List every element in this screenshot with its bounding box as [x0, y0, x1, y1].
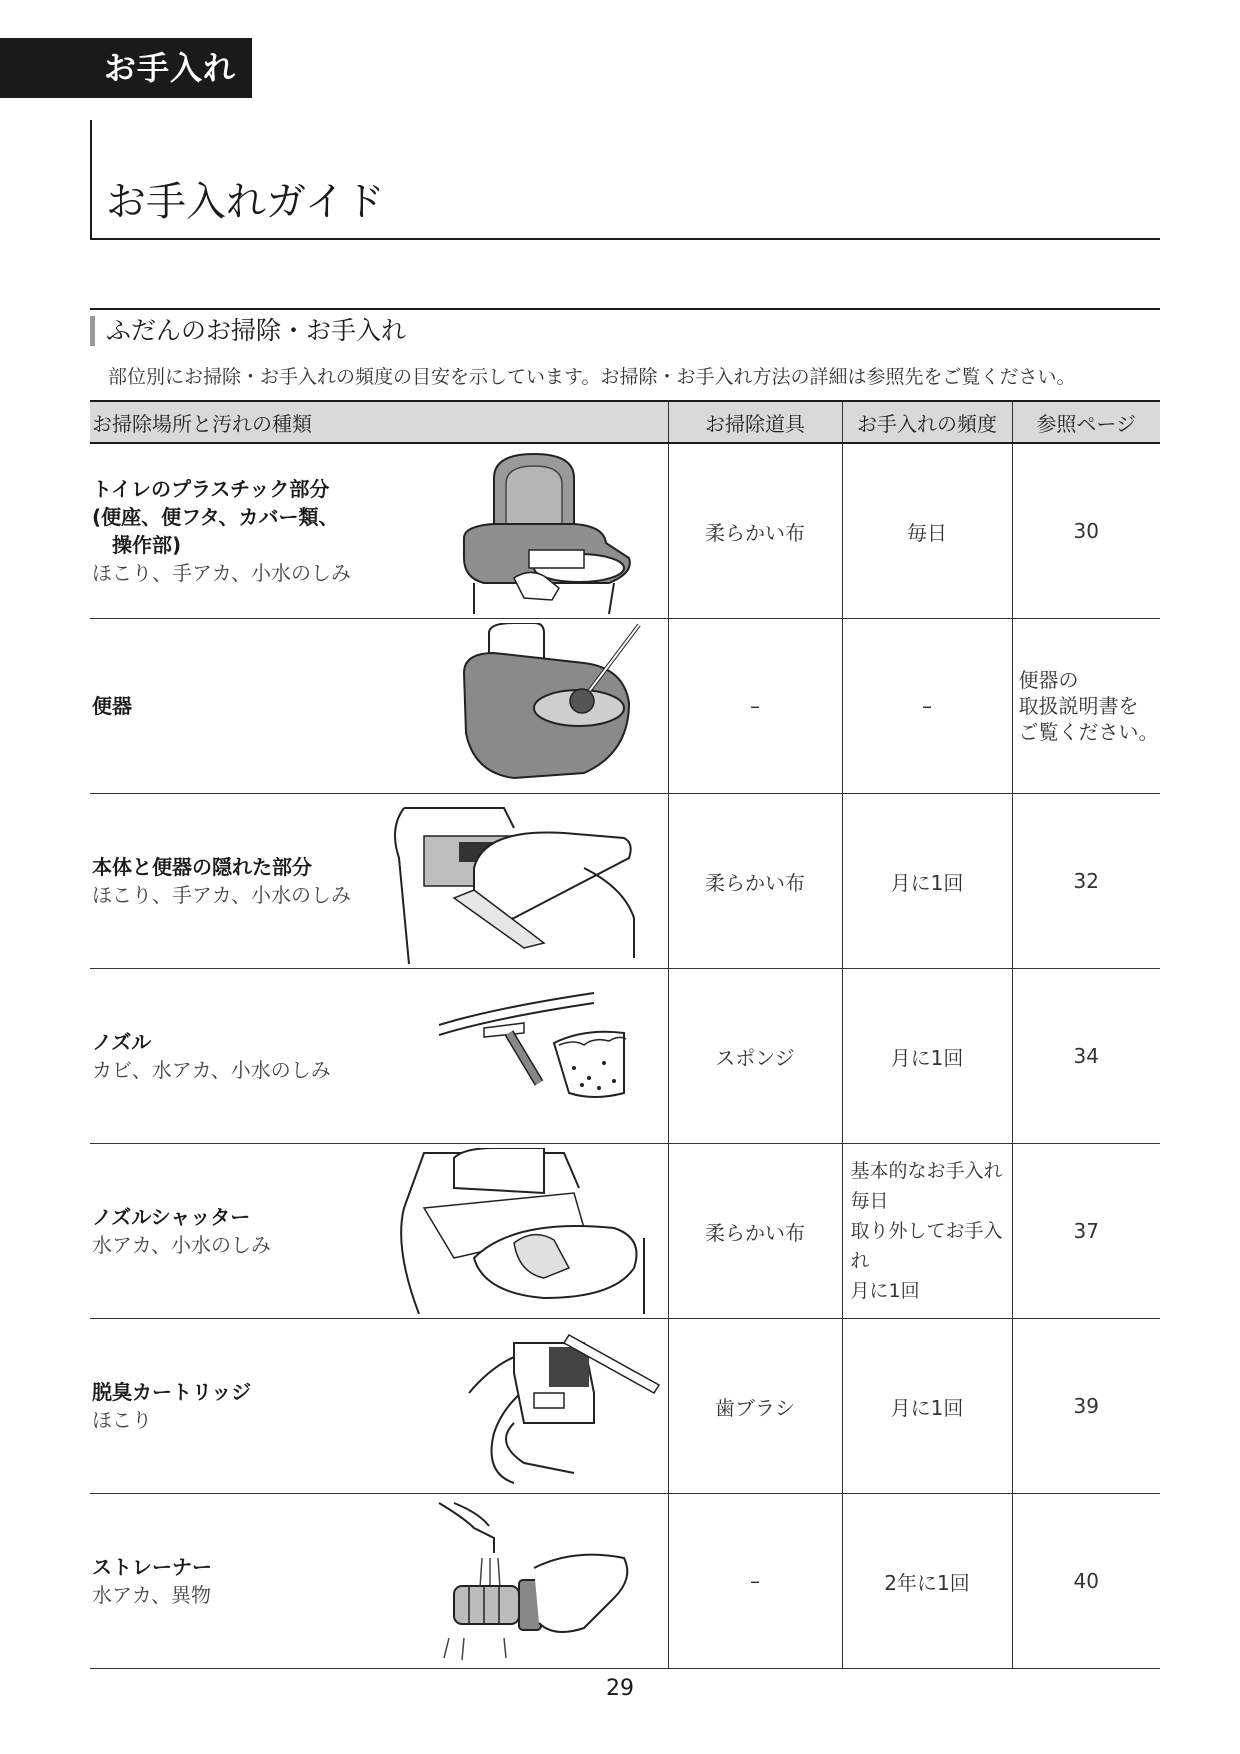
tool-cell: スポンジ — [668, 969, 842, 1144]
place-name: (便座、便フタ、カバー類、 — [92, 505, 339, 529]
table-header-row — [90, 401, 1160, 443]
tool-cell: – — [668, 619, 842, 794]
cartridge-brush-illustration — [454, 1323, 664, 1489]
brush-bowl-illustration — [434, 623, 664, 789]
frequency-cell: 2年に1回 — [842, 1494, 1012, 1669]
place-cell — [90, 969, 668, 1144]
place-cell — [90, 619, 668, 794]
reference-cell: 40 — [1012, 1494, 1160, 1669]
reference-cell: 37 — [1012, 1144, 1160, 1319]
frequency-cell: – — [842, 619, 1012, 794]
place-cell — [90, 1144, 668, 1319]
dirt-type: カビ、水アカ、小水のしみ — [92, 1058, 331, 1082]
dirt-type: ほこり、手アカ、小水のしみ — [92, 883, 351, 907]
place-name: ノズルシャッター — [92, 1205, 251, 1229]
tool-cell: 歯ブラシ — [668, 1319, 842, 1494]
frequency-cell: 月に1回 — [842, 969, 1012, 1144]
intro-text: 部位別にお掃除・お手入れの頻度の目安を示しています。お掃除・お手入れ方法の詳細は参照先をご覧ください。 — [108, 366, 1076, 388]
place-cell — [90, 794, 668, 969]
page-title: お手入れガイド — [106, 179, 385, 225]
header-reference: 参照ページ — [1012, 401, 1160, 443]
place-cell — [90, 1319, 668, 1494]
frequency-line: 基本的なお手入れ — [850, 1160, 1003, 1182]
table-row — [90, 443, 1160, 619]
table-row — [90, 969, 1160, 1144]
reference-cell: 39 — [1012, 1319, 1160, 1494]
frequency-cell: 月に1回 — [842, 1319, 1012, 1494]
strainer-rinse-illustration — [434, 1498, 664, 1664]
table-row — [90, 619, 1160, 794]
reference-cell: 32 — [1012, 794, 1160, 969]
section-tab: お手入れ — [0, 38, 252, 98]
place-name: ノズル — [92, 1030, 152, 1054]
reference-cell: 30 — [1012, 443, 1160, 619]
table-row — [90, 1319, 1160, 1494]
header-place: お掃除場所と汚れの種類 — [90, 401, 668, 443]
reference-cell — [1012, 619, 1160, 794]
place-cell — [90, 443, 668, 619]
nozzle-sponge-illustration — [434, 973, 664, 1139]
place-name: 本体と便器の隠れた部分 — [92, 855, 312, 879]
dirt-type: ほこり、手アカ、小水のしみ — [92, 561, 351, 585]
frequency-line: 毎日 — [850, 1190, 889, 1212]
place-name: 便器 — [92, 694, 132, 718]
title-block — [90, 120, 1160, 240]
reference-note-line: 便器の — [1018, 668, 1079, 692]
tool-cell: 柔らかい布 — [668, 443, 842, 619]
hidden-part-illustration — [384, 798, 664, 964]
wiping-seat-illustration — [434, 448, 664, 614]
place-name: 操作部) — [92, 533, 182, 557]
tool-cell: 柔らかい布 — [668, 794, 842, 969]
reference-note-line: 取扱説明書を — [1018, 694, 1139, 718]
reference-cell: 34 — [1012, 969, 1160, 1144]
sub-heading-marker — [90, 316, 95, 346]
frequency-cell — [842, 1144, 1012, 1319]
frequency-cell: 毎日 — [842, 443, 1012, 619]
frequency-line: 月に1回 — [850, 1280, 920, 1302]
tool-cell: – — [668, 1494, 842, 1669]
header-frequency: お手入れの頻度 — [842, 401, 1012, 443]
sub-heading-rule — [90, 308, 1160, 310]
dirt-type: ほこり — [92, 1408, 152, 1432]
sub-heading: ふだんのお掃除・お手入れ — [106, 316, 407, 345]
header-tool: お掃除道具 — [668, 401, 842, 443]
dirt-type: 水アカ、異物 — [92, 1583, 211, 1607]
tool-cell: 柔らかい布 — [668, 1144, 842, 1319]
table-row — [90, 794, 1160, 969]
table-row — [90, 1144, 1160, 1319]
frequency-line: 取り外してお手入れ — [850, 1220, 1003, 1272]
reference-note-line: ご覧ください。 — [1018, 720, 1159, 744]
place-name: トイレのプラスチック部分 — [92, 477, 330, 501]
frequency-cell: 月に1回 — [842, 794, 1012, 969]
place-name: 脱臭カートリッジ — [92, 1380, 252, 1404]
cleaning-guide-table — [90, 400, 1160, 1669]
place-name: ストレーナー — [92, 1555, 212, 1579]
page-number: 29 — [606, 1676, 634, 1701]
place-cell — [90, 1494, 668, 1669]
nozzle-shutter-illustration — [394, 1148, 664, 1314]
dirt-type: 水アカ、小水のしみ — [92, 1233, 271, 1257]
table-row — [90, 1494, 1160, 1669]
